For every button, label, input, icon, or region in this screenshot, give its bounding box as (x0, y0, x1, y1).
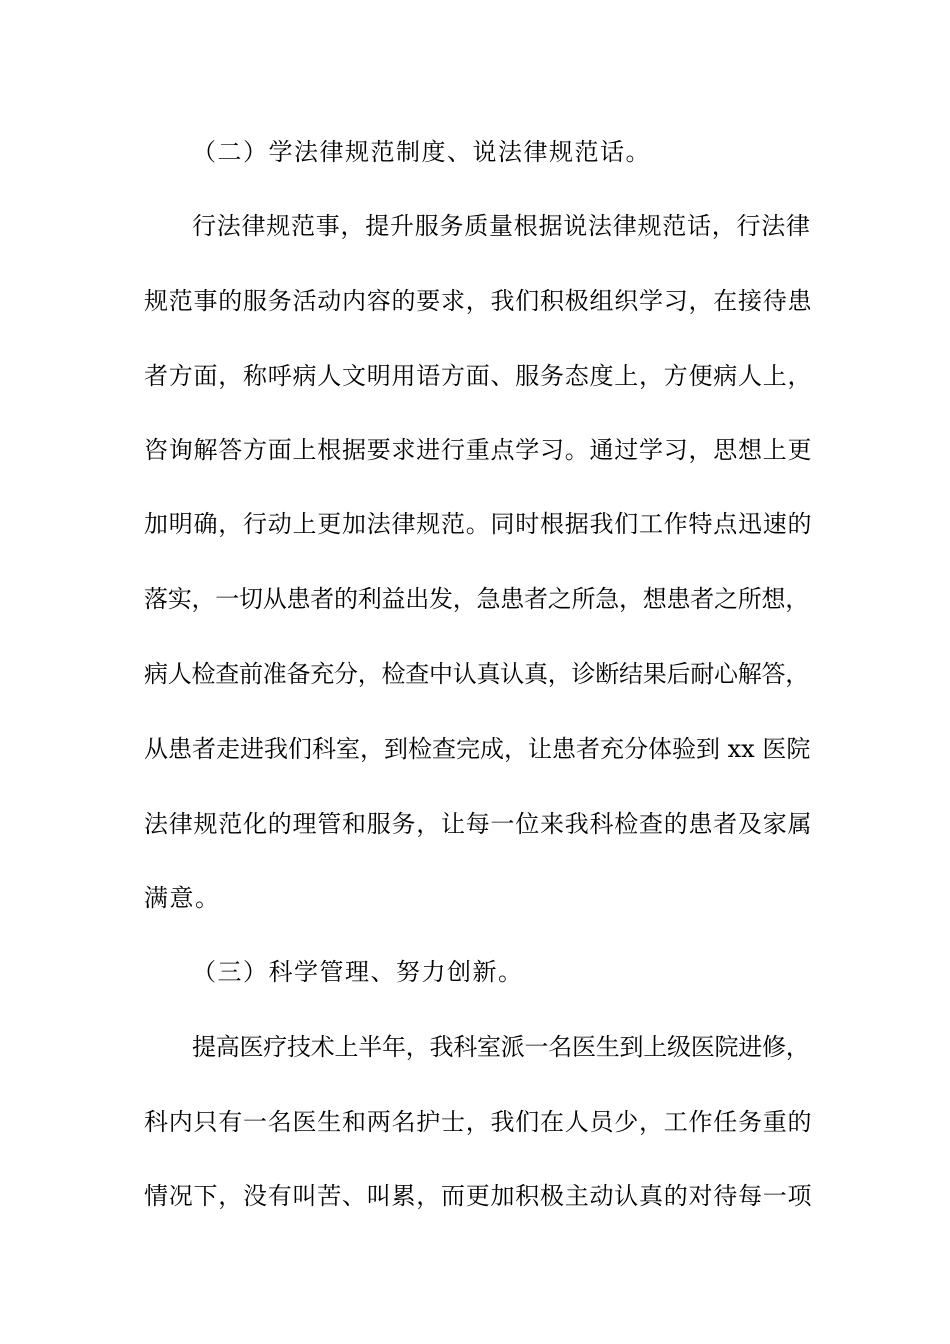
paragraph-line: 科内只有一名医生和两名护士，我们在人员少，工作任务重的 (144, 1108, 813, 1136)
paragraph-line: 满意。 (144, 884, 221, 912)
section-heading-three: （三）科学管理、努力创新。 (192, 958, 524, 986)
paragraph-line: 情况下，没有叫苦、叫累，而更加积极主动认真的对待每一项 (144, 1182, 813, 1210)
paragraph-line: 咨询解答方面上根据要求进行重点学习。通过学习，思想上更 (144, 436, 813, 464)
paragraph-line: 落实，一切从患者的利益出发，急患者之所急，想患者之所想， (144, 585, 809, 613)
paragraph-line: 加明确，行动上更加法律规范。同时根据我们工作特点迅速的 (144, 510, 813, 538)
section-heading-two: （二）学法律规范制度、说法律规范话。 (192, 138, 651, 166)
paragraph-line: 从患者走进我们科室，到检查完成，让患者充分体验到 xx 医院 (144, 735, 811, 763)
paragraph-line: 者方面，称呼病人文明用语方面、服务态度上，方便病人上， (144, 362, 813, 390)
paragraph-line: 行法律规范事，提升服务质量根据说法律规范话，行法律 (192, 212, 811, 240)
paragraph-line: 规范事的服务活动内容的要求，我们积极组织学习，在接待患 (144, 287, 813, 315)
paragraph-line: 提高医疗技术上半年，我科室派一名医生到上级医院进修， (192, 1033, 810, 1061)
paragraph-line: 病人检查前准备充分，检查中认真认真，诊断结果后耐心解答， (144, 660, 809, 688)
paragraph-line: 法律规范化的理管和服务，让每一位来我科检查的患者及家属 (144, 810, 813, 838)
